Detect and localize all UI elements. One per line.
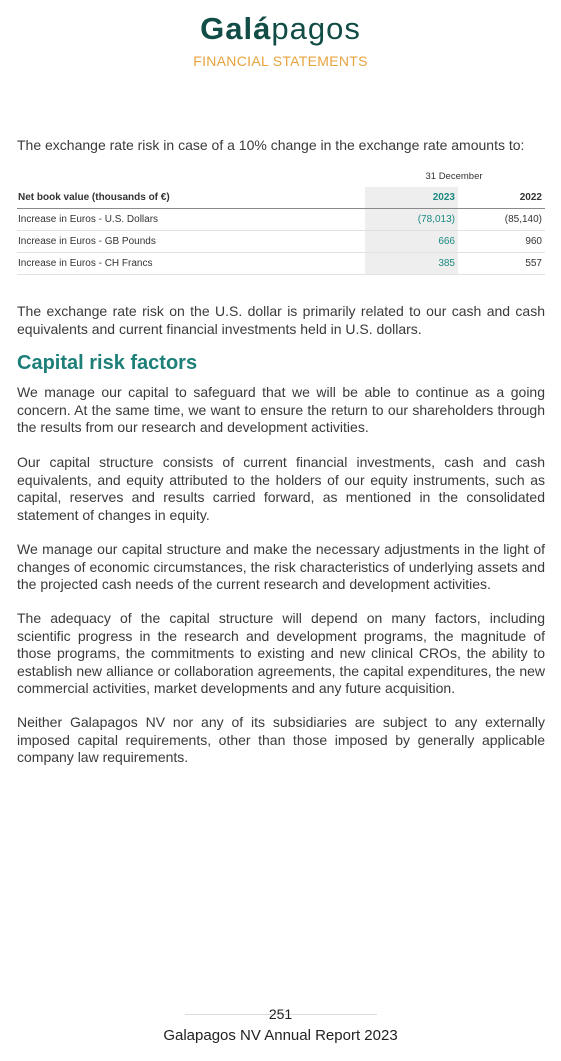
period-label: 31 December — [425, 170, 483, 182]
paragraph-adequacy: The adequacy of the capital structure will depend on many factors, including scientific progress in the research and development programs, the magnitude of those programs, the commitments to existing and new clinical CROs, the ability to establish new alliance or collaboration agreements, the capital expenditures, the new commercial activities, market developments and any future acquisition. — [17, 610, 545, 696]
galapagos-logo — [0, 10, 561, 48]
logo-regular-part: pagos — [271, 11, 361, 46]
row-label: Increase in Euros - U.S. Dollars — [17, 209, 365, 231]
section-title-capital-risk: Capital risk factors — [17, 352, 198, 374]
table-row — [17, 209, 545, 231]
value-2022: 557 — [458, 253, 545, 275]
row-label: Increase in Euros - CH Francs — [17, 253, 365, 275]
column-header-label: Net book value (thousands of €) — [17, 187, 365, 209]
logo-bold-part: Galá — [200, 11, 272, 46]
section-subtitle: FINANCIAL STATEMENTS — [193, 53, 368, 69]
column-header-2022: 2022 — [458, 187, 545, 209]
row-label: Increase in Euros - GB Pounds — [17, 231, 365, 253]
intro-text: The exchange rate risk in case of a 10% change in the exchange rate amounts to: — [17, 137, 525, 153]
table-row — [17, 231, 545, 253]
paragraph-adjustments: We manage our capital structure and make the necessary adjustments in the light of changes of economic circumstances, the risk characteristics of underlying assets and the projected cash needs of the current research and development activities. — [17, 541, 545, 592]
paragraph-requirements: Neither Galapagos NV nor any of its subsidiaries are subject to any externally imposed capital requirements, other than those imposed by generally applicable company law requirements. — [17, 714, 545, 765]
table-row — [17, 253, 545, 275]
value-2022: (85,140) — [458, 209, 545, 231]
exchange-rate-table — [17, 165, 545, 275]
value-2023: 666 — [365, 231, 458, 253]
page-header — [0, 10, 561, 69]
usd-risk-paragraph: The exchange rate risk on the U.S. dollar is primarily related to our cash and cash equivalents and current financial investments held in U.S. dollars. — [17, 303, 545, 337]
value-2023: (78,013) — [365, 209, 458, 231]
table-period-row — [17, 165, 545, 187]
page-number: 251 — [268, 1006, 293, 1022]
value-2022: 960 — [458, 231, 545, 253]
report-title: Galapagos NV Annual Report 2023 — [163, 1027, 398, 1044]
table-header-row — [17, 187, 545, 209]
paragraph-capital-management: We manage our capital to safeguard that we will be able to continue as a going concern. At the same time, we want to ensure the return to our shareholders through the results from our research and development activities. — [17, 384, 545, 435]
value-2023: 385 — [365, 253, 458, 275]
column-header-2023: 2023 — [365, 187, 458, 209]
paragraph-capital-structure: Our capital structure consists of current financial investments, cash and cash equivalents, and equity attributed to the holders of our equity instruments, such as capital, reserves and results carried forward, as mentioned in the consolidated statement of changes in equity. — [17, 454, 545, 523]
